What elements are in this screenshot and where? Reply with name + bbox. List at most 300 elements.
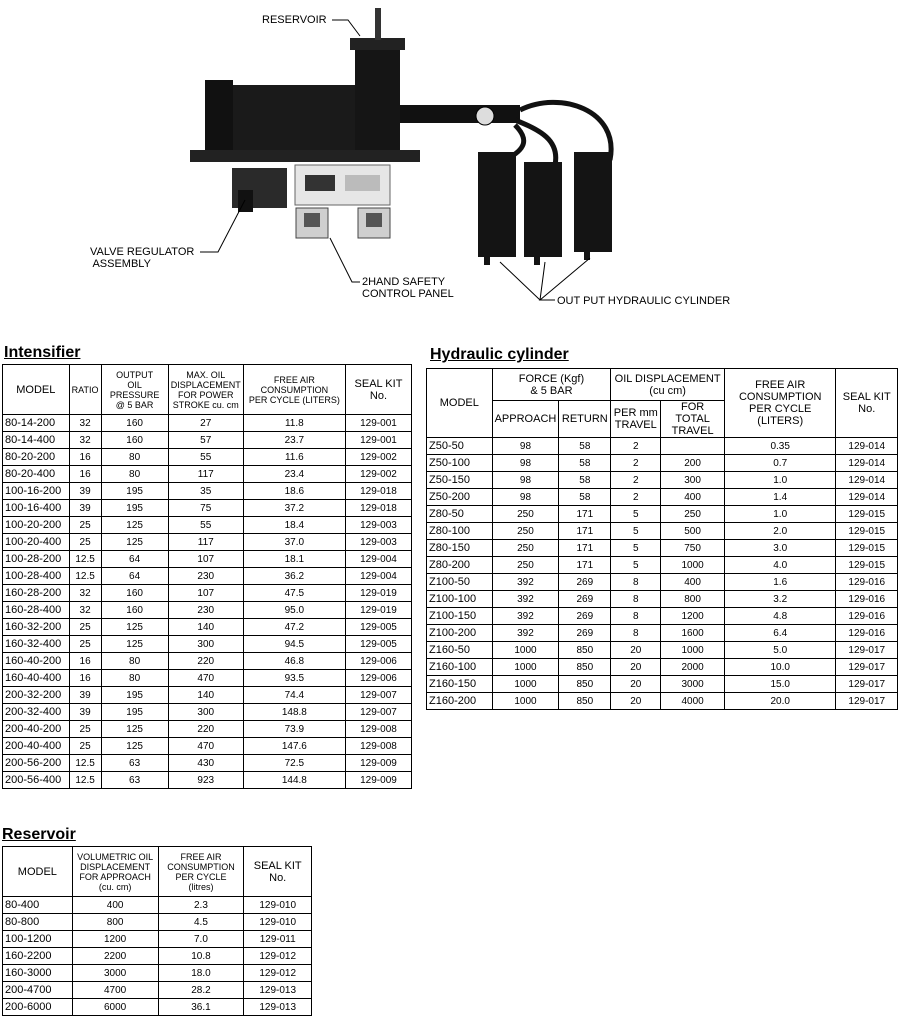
value-cell: 125 <box>101 738 168 755</box>
value-cell: 98 <box>492 455 559 472</box>
value-cell: 8 <box>611 608 661 625</box>
value-cell: 129-011 <box>244 931 312 948</box>
table-row <box>427 642 898 659</box>
model-cell: 160-28-200 <box>3 585 70 602</box>
table-row <box>427 489 898 506</box>
value-cell: 18.6 <box>243 483 345 500</box>
value-cell: 4000 <box>661 693 725 710</box>
value-cell: 32 <box>69 432 101 449</box>
value-cell: 144.8 <box>243 772 345 789</box>
model-cell: 100-1200 <box>3 931 73 948</box>
model-cell: 100-28-400 <box>3 568 70 585</box>
value-cell: 160 <box>101 432 168 449</box>
value-cell: 8 <box>611 591 661 608</box>
value-cell: 171 <box>559 506 611 523</box>
intensifier-table <box>2 364 412 789</box>
value-cell: 430 <box>168 755 243 772</box>
value-cell: 129-006 <box>345 653 411 670</box>
col-header: FREE AIR CONSUMPTION PER CYCLE (LITERS) <box>724 369 836 438</box>
value-cell: 16 <box>69 653 101 670</box>
value-cell: 57 <box>168 432 243 449</box>
model-cell: Z80-100 <box>427 523 493 540</box>
value-cell: 1600 <box>661 625 725 642</box>
value-cell: 129-016 <box>836 591 898 608</box>
value-cell: 250 <box>492 557 559 574</box>
value-cell: 11.6 <box>243 449 345 466</box>
value-cell: 392 <box>492 608 559 625</box>
col-header: VOLUMETRIC OIL DISPLACEMENT FOR APPROACH (cu. cm) <box>72 847 158 897</box>
value-cell: 3.2 <box>724 591 836 608</box>
value-cell: 392 <box>492 625 559 642</box>
table-row <box>427 438 898 455</box>
value-cell: 129-010 <box>244 914 312 931</box>
value-cell: 20.0 <box>724 693 836 710</box>
value-cell: 129-003 <box>345 517 411 534</box>
model-cell: 80-14-400 <box>3 432 70 449</box>
value-cell: 46.8 <box>243 653 345 670</box>
value-cell: 6000 <box>72 999 158 1016</box>
value-cell: 129-001 <box>345 432 411 449</box>
value-cell: 63 <box>101 772 168 789</box>
table-row <box>3 534 412 551</box>
table-row <box>3 914 312 931</box>
col-header: FREE AIR CONSUMPTION PER CYCLE (LITERS) <box>243 365 345 415</box>
value-cell: 12.5 <box>69 551 101 568</box>
value-cell: 10.8 <box>158 948 244 965</box>
value-cell: 129-002 <box>345 466 411 483</box>
value-cell: 129-015 <box>836 557 898 574</box>
col-header: MODEL <box>3 365 70 415</box>
col-header: OUTPUT OIL PRESSURE @ 5 BAR <box>101 365 168 415</box>
value-cell: 129-008 <box>345 738 411 755</box>
intensifier-image <box>190 8 520 162</box>
table-row <box>3 999 312 1016</box>
value-cell: 16 <box>69 449 101 466</box>
value-cell: 129-006 <box>345 670 411 687</box>
intensifier-title: Intensifier <box>4 344 81 361</box>
value-cell: 1.0 <box>724 472 836 489</box>
col-header: SEAL KIT No. <box>244 847 312 897</box>
table-row <box>3 704 412 721</box>
value-cell: 1000 <box>492 693 559 710</box>
value-cell: 39 <box>69 500 101 517</box>
value-cell: 129-002 <box>345 449 411 466</box>
value-cell: 1000 <box>492 676 559 693</box>
model-cell: 160-40-200 <box>3 653 70 670</box>
table-row <box>427 472 898 489</box>
col-header: OIL DISPLACEMENT (cu cm) <box>611 369 725 401</box>
value-cell: 63 <box>101 755 168 772</box>
value-cell: 129-009 <box>345 755 411 772</box>
value-cell: 15.0 <box>724 676 836 693</box>
table-row <box>427 591 898 608</box>
value-cell: 129-008 <box>345 721 411 738</box>
value-cell: 1200 <box>72 931 158 948</box>
value-cell: 35 <box>168 483 243 500</box>
table-row <box>427 506 898 523</box>
value-cell: 0.7 <box>724 455 836 472</box>
value-cell: 195 <box>101 687 168 704</box>
value-cell: 55 <box>168 449 243 466</box>
col-header: MAX. OIL DISPLACEMENT FOR POWER STROKE cu. cm <box>168 365 243 415</box>
control-panel-image <box>295 165 390 238</box>
value-cell: 129-017 <box>836 676 898 693</box>
model-cell: 100-20-200 <box>3 517 70 534</box>
table-row <box>427 659 898 676</box>
value-cell: 64 <box>101 568 168 585</box>
value-cell: 1000 <box>661 557 725 574</box>
model-cell: 200-40-400 <box>3 738 70 755</box>
model-cell: 80-400 <box>3 897 73 914</box>
value-cell: 171 <box>559 523 611 540</box>
value-cell: 2 <box>611 472 661 489</box>
value-cell: 470 <box>168 738 243 755</box>
model-cell: Z50-200 <box>427 489 493 506</box>
table-row <box>3 602 412 619</box>
table-row <box>3 721 412 738</box>
value-cell: 400 <box>661 574 725 591</box>
table-row <box>427 608 898 625</box>
value-cell: 47.5 <box>243 585 345 602</box>
col-subheader: PER mm TRAVEL <box>611 401 661 438</box>
value-cell: 12.5 <box>69 568 101 585</box>
value-cell: 5 <box>611 557 661 574</box>
reservoir-callout: RESERVOIR <box>262 14 327 26</box>
value-cell: 1000 <box>492 659 559 676</box>
table-row <box>427 676 898 693</box>
value-cell: 3.0 <box>724 540 836 557</box>
value-cell: 1000 <box>661 642 725 659</box>
col-header: MODEL <box>427 369 493 438</box>
value-cell: 2.0 <box>724 523 836 540</box>
value-cell: 125 <box>101 636 168 653</box>
value-cell: 7.0 <box>158 931 244 948</box>
model-cell: 160-28-400 <box>3 602 70 619</box>
model-cell: 160-40-400 <box>3 670 70 687</box>
value-cell: 850 <box>559 642 611 659</box>
model-cell: 200-32-200 <box>3 687 70 704</box>
value-cell: 80 <box>101 449 168 466</box>
model-cell: Z100-100 <box>427 591 493 608</box>
table-row <box>3 619 412 636</box>
model-cell: Z80-200 <box>427 557 493 574</box>
table-row <box>3 500 412 517</box>
table-row <box>427 455 898 472</box>
value-cell: 129-005 <box>345 636 411 653</box>
value-cell: 2 <box>611 438 661 455</box>
table-row <box>3 670 412 687</box>
value-cell: 23.7 <box>243 432 345 449</box>
value-cell: 6.4 <box>724 625 836 642</box>
value-cell: 125 <box>101 721 168 738</box>
model-cell: Z80-50 <box>427 506 493 523</box>
value-cell: 470 <box>168 670 243 687</box>
value-cell: 129-013 <box>244 982 312 999</box>
value-cell: 4.8 <box>724 608 836 625</box>
col-header: MODEL <box>3 847 73 897</box>
value-cell: 98 <box>492 438 559 455</box>
value-cell: 129-017 <box>836 659 898 676</box>
value-cell: 129-007 <box>345 704 411 721</box>
value-cell: 392 <box>492 591 559 608</box>
value-cell: 129-003 <box>345 534 411 551</box>
value-cell: 129-012 <box>244 948 312 965</box>
value-cell: 195 <box>101 500 168 517</box>
value-cell: 129-010 <box>244 897 312 914</box>
value-cell: 129-014 <box>836 472 898 489</box>
model-cell: 160-32-400 <box>3 636 70 653</box>
value-cell: 250 <box>492 523 559 540</box>
table-row <box>3 568 412 585</box>
value-cell: 75 <box>168 500 243 517</box>
value-cell: 25 <box>69 534 101 551</box>
model-cell: 200-4700 <box>3 982 73 999</box>
table-row <box>3 755 412 772</box>
value-cell: 36.2 <box>243 568 345 585</box>
table-row <box>3 483 412 500</box>
value-cell: 107 <box>168 551 243 568</box>
value-cell: 20 <box>611 693 661 710</box>
model-cell: 80-800 <box>3 914 73 931</box>
value-cell: 10.0 <box>724 659 836 676</box>
value-cell: 171 <box>559 540 611 557</box>
table-row <box>3 466 412 483</box>
value-cell: 129-019 <box>345 602 411 619</box>
model-cell: 100-16-200 <box>3 483 70 500</box>
value-cell: 39 <box>69 687 101 704</box>
value-cell: 37.0 <box>243 534 345 551</box>
reservoir-table <box>2 846 312 1016</box>
value-cell: 58 <box>559 489 611 506</box>
model-cell: Z100-200 <box>427 625 493 642</box>
table-row <box>3 982 312 999</box>
value-cell: 125 <box>101 517 168 534</box>
value-cell: 25 <box>69 636 101 653</box>
model-cell: Z50-100 <box>427 455 493 472</box>
output-cylinders-image <box>478 152 612 265</box>
value-cell: 200 <box>661 455 725 472</box>
value-cell: 47.2 <box>243 619 345 636</box>
table-row <box>3 772 412 789</box>
value-cell: 129-016 <box>836 574 898 591</box>
value-cell: 2 <box>611 489 661 506</box>
col-header: SEAL KIT No. <box>836 369 898 438</box>
value-cell: 160 <box>101 585 168 602</box>
value-cell: 1000 <box>492 642 559 659</box>
value-cell: 5 <box>611 523 661 540</box>
value-cell: 129-012 <box>244 965 312 982</box>
value-cell: 129-014 <box>836 438 898 455</box>
value-cell: 16 <box>69 670 101 687</box>
value-cell: 107 <box>168 585 243 602</box>
value-cell: 98 <box>492 472 559 489</box>
value-cell: 4.5 <box>158 914 244 931</box>
model-cell: 200-6000 <box>3 999 73 1016</box>
value-cell: 2 <box>611 455 661 472</box>
model-cell: 200-56-400 <box>3 772 70 789</box>
model-cell: 100-28-200 <box>3 551 70 568</box>
table-row <box>3 897 312 914</box>
value-cell: 750 <box>661 540 725 557</box>
model-cell: 100-20-400 <box>3 534 70 551</box>
table-row <box>427 540 898 557</box>
value-cell: 129-004 <box>345 551 411 568</box>
value-cell: 230 <box>168 602 243 619</box>
valve-regulator-callout: VALVE REGULATOR ASSEMBLY <box>90 246 195 270</box>
model-cell: 80-14-200 <box>3 415 70 432</box>
value-cell: 11.8 <box>243 415 345 432</box>
value-cell: 129-016 <box>836 608 898 625</box>
value-cell: 250 <box>492 540 559 557</box>
value-cell: 160 <box>101 602 168 619</box>
value-cell: 72.5 <box>243 755 345 772</box>
value-cell: 220 <box>168 721 243 738</box>
value-cell: 58 <box>559 455 611 472</box>
value-cell: 129-017 <box>836 642 898 659</box>
value-cell: 32 <box>69 585 101 602</box>
table-row <box>3 449 412 466</box>
value-cell: 129-015 <box>836 523 898 540</box>
value-cell: 74.4 <box>243 687 345 704</box>
value-cell: 98 <box>492 489 559 506</box>
value-cell: 18.1 <box>243 551 345 568</box>
value-cell: 129-004 <box>345 568 411 585</box>
value-cell: 850 <box>559 676 611 693</box>
col-header: RATIO <box>69 365 101 415</box>
model-cell: Z50-50 <box>427 438 493 455</box>
model-cell: 160-3000 <box>3 965 73 982</box>
value-cell: 3000 <box>72 965 158 982</box>
value-cell: 129-015 <box>836 506 898 523</box>
model-cell: Z80-150 <box>427 540 493 557</box>
value-cell: 80 <box>101 653 168 670</box>
value-cell: 8 <box>611 625 661 642</box>
value-cell: 129-001 <box>345 415 411 432</box>
value-cell: 129-018 <box>345 483 411 500</box>
value-cell: 117 <box>168 466 243 483</box>
reservoir-title: Reservoir <box>2 826 76 843</box>
value-cell: 220 <box>168 653 243 670</box>
table-row <box>3 415 412 432</box>
value-cell: 2200 <box>72 948 158 965</box>
table-row <box>3 653 412 670</box>
col-subheader: RETURN <box>559 401 611 438</box>
value-cell: 500 <box>661 523 725 540</box>
value-cell: 300 <box>661 472 725 489</box>
value-cell: 1.6 <box>724 574 836 591</box>
value-cell: 0.35 <box>724 438 836 455</box>
model-cell: Z100-50 <box>427 574 493 591</box>
value-cell: 392 <box>492 574 559 591</box>
value-cell: 25 <box>69 517 101 534</box>
value-cell: 250 <box>661 506 725 523</box>
value-cell: 147.6 <box>243 738 345 755</box>
value-cell: 80 <box>101 670 168 687</box>
model-cell: Z160-50 <box>427 642 493 659</box>
value-cell: 32 <box>69 602 101 619</box>
model-cell: Z160-200 <box>427 693 493 710</box>
col-header: FORCE (Kgf) & 5 BAR <box>492 369 611 401</box>
value-cell: 129-018 <box>345 500 411 517</box>
col-header: FREE AIR CONSUMPTION PER CYCLE (litres) <box>158 847 244 897</box>
model-cell: 160-2200 <box>3 948 73 965</box>
value-cell: 148.8 <box>243 704 345 721</box>
value-cell: 12.5 <box>69 772 101 789</box>
col-subheader: APPROACH <box>492 401 559 438</box>
table-row <box>3 687 412 704</box>
value-cell: 4700 <box>72 982 158 999</box>
value-cell: 18.0 <box>158 965 244 982</box>
value-cell: 27 <box>168 415 243 432</box>
output-cylinder-callout: OUT PUT HYDRAULIC CYLINDER <box>557 295 731 307</box>
value-cell: 129-007 <box>345 687 411 704</box>
model-cell: 200-56-200 <box>3 755 70 772</box>
control-panel-callout: 2HAND SAFETY CONTROL PANEL <box>362 276 454 300</box>
value-cell: 80 <box>101 466 168 483</box>
value-cell: 28.2 <box>158 982 244 999</box>
value-cell: 400 <box>72 897 158 914</box>
value-cell: 300 <box>168 704 243 721</box>
value-cell: 129-009 <box>345 772 411 789</box>
value-cell: 125 <box>101 619 168 636</box>
table-row <box>3 948 312 965</box>
col-header: SEAL KIT No. <box>345 365 411 415</box>
table-row <box>3 432 412 449</box>
value-cell: 140 <box>168 687 243 704</box>
value-cell: 171 <box>559 557 611 574</box>
table-row <box>3 636 412 653</box>
table-row <box>3 738 412 755</box>
value-cell: 4.0 <box>724 557 836 574</box>
value-cell: 37.2 <box>243 500 345 517</box>
value-cell: 300 <box>168 636 243 653</box>
value-cell: 140 <box>168 619 243 636</box>
value-cell: 129-014 <box>836 455 898 472</box>
value-cell: 64 <box>101 551 168 568</box>
value-cell: 5 <box>611 506 661 523</box>
value-cell: 58 <box>559 438 611 455</box>
table-row <box>427 523 898 540</box>
value-cell: 230 <box>168 568 243 585</box>
value-cell: 195 <box>101 704 168 721</box>
model-cell: Z160-150 <box>427 676 493 693</box>
value-cell: 160 <box>101 415 168 432</box>
value-cell: 16 <box>69 466 101 483</box>
value-cell: 400 <box>661 489 725 506</box>
value-cell: 125 <box>101 534 168 551</box>
value-cell: 129-019 <box>345 585 411 602</box>
table-row <box>427 625 898 642</box>
model-cell: 200-32-400 <box>3 704 70 721</box>
value-cell: 23.4 <box>243 466 345 483</box>
model-cell: 80-20-400 <box>3 466 70 483</box>
value-cell: 195 <box>101 483 168 500</box>
value-cell: 800 <box>661 591 725 608</box>
value-cell <box>661 438 725 455</box>
value-cell: 12.5 <box>69 755 101 772</box>
table-row <box>3 585 412 602</box>
value-cell: 55 <box>168 517 243 534</box>
table-row <box>3 517 412 534</box>
model-cell: 160-32-200 <box>3 619 70 636</box>
value-cell: 25 <box>69 721 101 738</box>
valve-regulator-image <box>232 168 287 212</box>
table-row <box>3 965 312 982</box>
value-cell: 850 <box>559 693 611 710</box>
model-cell: Z160-100 <box>427 659 493 676</box>
value-cell: 129-015 <box>836 540 898 557</box>
value-cell: 5.0 <box>724 642 836 659</box>
